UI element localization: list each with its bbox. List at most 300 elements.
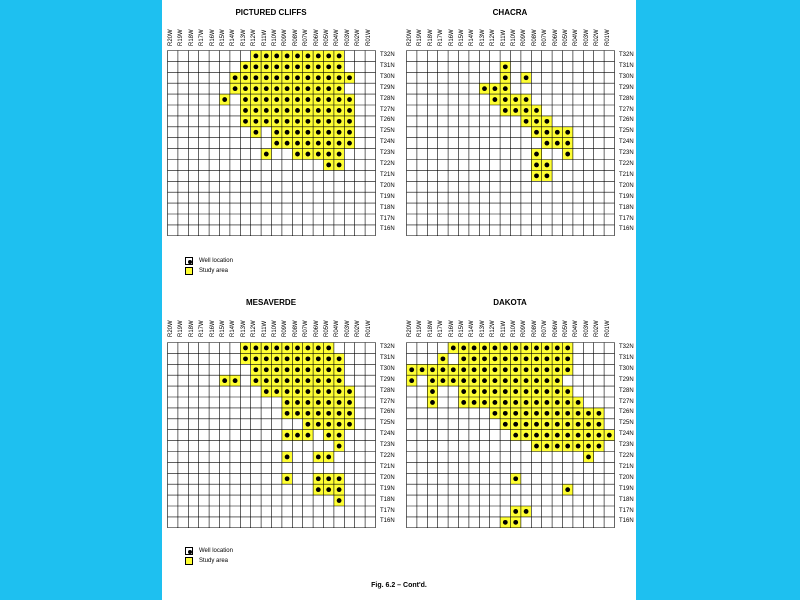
well-location-dot bbox=[545, 119, 550, 124]
well-location-dot bbox=[233, 378, 238, 383]
range-label: R08W bbox=[292, 29, 299, 46]
well-location-dot bbox=[337, 422, 342, 427]
well-location-dot bbox=[534, 163, 539, 168]
well-location-dot bbox=[576, 422, 581, 427]
well-location-dot bbox=[545, 400, 550, 405]
well-location-dot bbox=[222, 378, 227, 383]
well-location-dot bbox=[264, 86, 269, 91]
well-location-dot bbox=[295, 346, 300, 351]
well-location-dot bbox=[524, 356, 529, 361]
well-location-dot bbox=[337, 54, 342, 59]
range-label: R09W bbox=[282, 320, 289, 337]
well-location-dot bbox=[295, 433, 300, 438]
well-location-dot bbox=[337, 476, 342, 481]
township-label: T21N bbox=[619, 171, 634, 178]
well-location-dot bbox=[295, 389, 300, 394]
well-location-dot bbox=[337, 108, 342, 113]
well-location-dot bbox=[524, 411, 529, 416]
well-location-dot bbox=[597, 444, 602, 449]
range-label: R16W bbox=[209, 29, 216, 46]
well-location-dot bbox=[306, 400, 311, 405]
range-label: R11W bbox=[261, 320, 268, 337]
well-location-dot bbox=[482, 86, 487, 91]
range-label: R12W bbox=[490, 320, 497, 337]
well-location-dot bbox=[306, 75, 311, 80]
township-label: T19N bbox=[380, 193, 395, 200]
well-location-dot bbox=[524, 509, 529, 514]
range-label: R09W bbox=[521, 320, 528, 337]
well-location-dot bbox=[503, 400, 508, 405]
well-location-dot bbox=[285, 141, 290, 146]
township-label: T17N bbox=[380, 215, 395, 222]
well-location-dot bbox=[316, 378, 321, 383]
range-label: R03W bbox=[344, 320, 351, 337]
well-location-dot bbox=[461, 367, 466, 372]
well-location-dot bbox=[347, 119, 352, 124]
township-label: T21N bbox=[619, 463, 634, 470]
well-location-dot bbox=[264, 367, 269, 372]
well-location-dot bbox=[482, 378, 487, 383]
range-label: R04W bbox=[573, 320, 580, 337]
well-grid bbox=[167, 50, 376, 236]
well-location-dot bbox=[534, 346, 539, 351]
township-label: T20N bbox=[619, 182, 634, 189]
well-location-dot bbox=[555, 400, 560, 405]
township-label: T30N bbox=[380, 365, 395, 372]
well-location-dot bbox=[285, 476, 290, 481]
well-location-dot bbox=[347, 422, 352, 427]
well-location-dot bbox=[337, 152, 342, 157]
well-location-dot bbox=[534, 389, 539, 394]
well-location-dot bbox=[233, 86, 238, 91]
well-location-dot bbox=[326, 141, 331, 146]
well-location-dot bbox=[337, 389, 342, 394]
well-location-dot bbox=[326, 378, 331, 383]
well-location-dot bbox=[503, 378, 508, 383]
township-label: T19N bbox=[380, 485, 395, 492]
township-label: T25N bbox=[380, 420, 395, 427]
township-label: T18N bbox=[380, 204, 395, 211]
range-label: R02W bbox=[594, 29, 601, 46]
township-label: T32N bbox=[380, 344, 395, 350]
township-label: T29N bbox=[619, 376, 634, 383]
well-location-dot bbox=[607, 433, 612, 438]
well-location-dot bbox=[316, 346, 321, 351]
well-location-dot bbox=[586, 433, 591, 438]
township-label: T26N bbox=[380, 117, 395, 124]
range-label: R10W bbox=[272, 320, 278, 337]
well-location-dot bbox=[316, 411, 321, 416]
well-location-dot bbox=[243, 64, 248, 69]
well-location-dot bbox=[285, 433, 290, 438]
well-location-dot bbox=[586, 444, 591, 449]
well-location-dot bbox=[316, 422, 321, 427]
township-label: T16N bbox=[619, 226, 634, 233]
well-location-dot bbox=[555, 346, 560, 351]
township-label: T16N bbox=[619, 518, 634, 525]
well-location-dot bbox=[243, 119, 248, 124]
township-label: T19N bbox=[619, 193, 634, 200]
well-location-dot bbox=[295, 64, 300, 69]
well-location-dot bbox=[316, 476, 321, 481]
well-location-dot bbox=[264, 346, 269, 351]
well-location-dot bbox=[545, 173, 550, 178]
township-label: T28N bbox=[380, 95, 395, 102]
range-label: R17W bbox=[438, 320, 445, 337]
well-location-dot bbox=[576, 400, 581, 405]
range-label: R20W bbox=[168, 320, 174, 337]
range-label: R13W bbox=[479, 320, 486, 337]
range-label: R14W bbox=[469, 29, 476, 46]
well-location-dot bbox=[430, 389, 435, 394]
well-location-dot bbox=[316, 141, 321, 146]
well-location-dot bbox=[555, 141, 560, 146]
well-location-dot bbox=[534, 422, 539, 427]
township-label: T30N bbox=[619, 73, 634, 80]
well-location-dot bbox=[503, 520, 508, 525]
well-location-dot bbox=[285, 367, 290, 372]
well-location-dot bbox=[430, 378, 435, 383]
well-location-dot bbox=[316, 487, 321, 492]
well-location-dot bbox=[451, 367, 456, 372]
well-grid bbox=[167, 342, 376, 528]
township-label: T31N bbox=[619, 354, 634, 361]
well-location-dot bbox=[524, 75, 529, 80]
panel-title: CHACRA bbox=[492, 8, 528, 17]
well-location-dot bbox=[295, 411, 300, 416]
township-label: T26N bbox=[619, 117, 634, 124]
figure-caption: Fig. 6.2 – Cont'd. bbox=[371, 582, 427, 589]
well-location-dot bbox=[472, 400, 477, 405]
well-location-dot bbox=[316, 356, 321, 361]
range-label: R18W bbox=[427, 320, 434, 337]
range-label: R17W bbox=[438, 29, 445, 46]
well-location-dot bbox=[493, 378, 498, 383]
township-label: T25N bbox=[380, 128, 395, 135]
well-location-dot bbox=[555, 444, 560, 449]
township-label: T28N bbox=[619, 387, 634, 394]
well-location-dot bbox=[264, 119, 269, 124]
well-location-dot bbox=[264, 75, 269, 80]
well-location-dot bbox=[565, 433, 570, 438]
well-location-dot bbox=[316, 54, 321, 59]
well-location-dot bbox=[565, 444, 570, 449]
well-location-dot bbox=[306, 367, 311, 372]
township-label: T23N bbox=[619, 150, 634, 157]
well-location-dot bbox=[503, 367, 508, 372]
well-location-dot bbox=[441, 378, 446, 383]
range-label: R05W bbox=[563, 29, 569, 46]
well-location-dot bbox=[597, 422, 602, 427]
well-location-dot bbox=[285, 75, 290, 80]
well-location-dot bbox=[482, 389, 487, 394]
well-location-dot bbox=[306, 346, 311, 351]
well-location-dot bbox=[316, 75, 321, 80]
well-location-dot bbox=[503, 64, 508, 69]
well-location-dot bbox=[555, 389, 560, 394]
range-label: R17W bbox=[199, 29, 206, 46]
township-label: T18N bbox=[619, 496, 634, 503]
well-location-dot bbox=[254, 356, 259, 361]
well-location-dot bbox=[461, 389, 466, 394]
well-location-dot bbox=[326, 108, 331, 113]
well-location-dot bbox=[222, 97, 227, 102]
well-location-dot bbox=[326, 346, 331, 351]
well-location-dot bbox=[555, 130, 560, 135]
well-location-dot bbox=[513, 97, 518, 102]
well-location-dot bbox=[306, 108, 311, 113]
well-location-dot bbox=[306, 86, 311, 91]
panel-title: MESAVERDE bbox=[245, 298, 297, 307]
well-location-dot bbox=[493, 346, 498, 351]
well-location-dot bbox=[555, 433, 560, 438]
range-label: R06W bbox=[552, 29, 559, 46]
well-location-dot bbox=[524, 389, 529, 394]
well-location-dot bbox=[524, 119, 529, 124]
well-location-dot bbox=[493, 86, 498, 91]
well-location-dot bbox=[461, 346, 466, 351]
well-location-dot bbox=[524, 378, 529, 383]
well-location-dot bbox=[285, 389, 290, 394]
well-location-dot bbox=[306, 64, 311, 69]
range-label: R12W bbox=[251, 320, 258, 337]
well-location-dot bbox=[524, 433, 529, 438]
range-label: R18W bbox=[427, 29, 434, 46]
well-location-dot bbox=[337, 75, 342, 80]
study-area-swatch bbox=[185, 557, 193, 565]
well-location-dot bbox=[326, 152, 331, 157]
well-location-dot bbox=[337, 130, 342, 135]
township-label: T25N bbox=[619, 128, 634, 135]
well-location-dot bbox=[337, 97, 342, 102]
well-location-dot bbox=[545, 378, 550, 383]
well-location-dot bbox=[316, 119, 321, 124]
well-location-dot bbox=[264, 356, 269, 361]
well-location-dot bbox=[576, 444, 581, 449]
well-location-dot bbox=[513, 346, 518, 351]
township-label: T25N bbox=[619, 420, 634, 427]
well-location-dot bbox=[513, 509, 518, 514]
township-label: T17N bbox=[619, 507, 634, 514]
well-location-dot bbox=[264, 97, 269, 102]
figure-sheet bbox=[162, 0, 636, 600]
study-area-swatch bbox=[185, 267, 193, 275]
range-label: R01W bbox=[604, 29, 611, 46]
well-location-dot bbox=[493, 356, 498, 361]
well-location-dot bbox=[326, 64, 331, 69]
range-label: R15W bbox=[220, 29, 226, 46]
well-location-dot bbox=[534, 433, 539, 438]
township-label: T29N bbox=[380, 84, 395, 91]
legend-study-area bbox=[185, 267, 228, 275]
well-location-dot bbox=[337, 411, 342, 416]
well-location-dot bbox=[274, 346, 279, 351]
legend-label: Study area bbox=[199, 558, 229, 564]
range-label: R03W bbox=[583, 320, 590, 337]
well-location-dot bbox=[545, 346, 550, 351]
well-location-dot bbox=[306, 378, 311, 383]
township-label: T30N bbox=[619, 365, 634, 372]
range-label: R16W bbox=[448, 29, 455, 46]
well-location-dot bbox=[254, 378, 259, 383]
well-location-dot bbox=[295, 86, 300, 91]
well-location-dot bbox=[503, 356, 508, 361]
well-location-dot bbox=[347, 97, 352, 102]
well-location-dot bbox=[472, 367, 477, 372]
legend-label: Well location bbox=[199, 548, 233, 554]
well-location-dot bbox=[472, 356, 477, 361]
well-location-dot bbox=[347, 141, 352, 146]
range-label: R15W bbox=[459, 320, 465, 337]
well-location-dot bbox=[264, 54, 269, 59]
range-label: R09W bbox=[282, 29, 289, 46]
township-label: T22N bbox=[380, 453, 395, 459]
well-location-dot bbox=[493, 389, 498, 394]
well-location-dot bbox=[513, 411, 518, 416]
township-label: T23N bbox=[619, 442, 634, 449]
well-location-dot bbox=[316, 400, 321, 405]
well-location-dot bbox=[306, 389, 311, 394]
well-location-dot bbox=[534, 367, 539, 372]
well-location-dot bbox=[306, 54, 311, 59]
well-location-dot bbox=[482, 346, 487, 351]
well-location-dot bbox=[306, 97, 311, 102]
well-location-dot bbox=[513, 422, 518, 427]
well-location-dot bbox=[576, 411, 581, 416]
well-location-dot bbox=[586, 422, 591, 427]
well-location-dot bbox=[482, 400, 487, 405]
well-location-dot bbox=[326, 487, 331, 492]
well-location-dot bbox=[274, 108, 279, 113]
well-location-dot bbox=[347, 400, 352, 405]
well-location-dot bbox=[586, 455, 591, 460]
well-location-dot bbox=[337, 367, 342, 372]
well-location-dot bbox=[472, 378, 477, 383]
township-label: T16N bbox=[380, 518, 395, 525]
range-label: R20W bbox=[168, 29, 174, 46]
township-label: T21N bbox=[380, 171, 395, 178]
township-label: T26N bbox=[380, 409, 395, 416]
well-location-dot bbox=[337, 119, 342, 124]
well-location-dot bbox=[285, 378, 290, 383]
well-location-dot bbox=[513, 108, 518, 113]
well-location-dot bbox=[337, 400, 342, 405]
well-location-dot bbox=[295, 108, 300, 113]
range-label: R08W bbox=[292, 320, 299, 337]
well-location-dot bbox=[524, 367, 529, 372]
range-label: R02W bbox=[594, 320, 601, 337]
well-location-dot bbox=[493, 411, 498, 416]
township-label: T20N bbox=[380, 474, 395, 481]
range-label: R04W bbox=[334, 320, 341, 337]
range-label: R10W bbox=[511, 29, 517, 46]
range-label: R08W bbox=[531, 29, 538, 46]
well-location-dot bbox=[254, 119, 259, 124]
well-location-dot bbox=[326, 400, 331, 405]
well-location-dot bbox=[545, 356, 550, 361]
well-grid bbox=[406, 342, 615, 528]
well-location-dot bbox=[337, 64, 342, 69]
well-location-dot bbox=[513, 378, 518, 383]
township-label: T22N bbox=[380, 161, 395, 167]
well-location-dot bbox=[316, 130, 321, 135]
well-location-dot bbox=[555, 422, 560, 427]
well-location-dot bbox=[285, 455, 290, 460]
township-label: T31N bbox=[619, 62, 634, 69]
well-location-dot bbox=[545, 163, 550, 168]
well-location-dot bbox=[565, 141, 570, 146]
well-location-dot bbox=[337, 356, 342, 361]
range-label: R05W bbox=[563, 320, 569, 337]
well-location-dot bbox=[285, 86, 290, 91]
well-location-dot bbox=[503, 97, 508, 102]
township-label: T28N bbox=[380, 387, 395, 394]
range-label: R04W bbox=[573, 29, 580, 46]
well-location-dot bbox=[295, 400, 300, 405]
well-location-dot bbox=[285, 356, 290, 361]
township-label: T27N bbox=[380, 398, 395, 405]
range-label: R19W bbox=[417, 29, 424, 46]
well-location-dot bbox=[243, 108, 248, 113]
well-location-dot bbox=[274, 356, 279, 361]
well-location-dot bbox=[513, 520, 518, 525]
well-location-dot bbox=[565, 346, 570, 351]
well-location-dot bbox=[555, 411, 560, 416]
range-label: R13W bbox=[479, 29, 486, 46]
well-location-dot bbox=[295, 54, 300, 59]
well-location-dot bbox=[461, 356, 466, 361]
well-location-dot bbox=[430, 367, 435, 372]
well-location-dot bbox=[254, 86, 259, 91]
township-label: T17N bbox=[619, 215, 634, 222]
township-label: T31N bbox=[380, 354, 395, 361]
well-location-dot bbox=[295, 130, 300, 135]
well-location-dot bbox=[243, 86, 248, 91]
well-location-dot bbox=[534, 173, 539, 178]
well-location-dot bbox=[316, 97, 321, 102]
well-location-dot bbox=[264, 108, 269, 113]
well-location-dot bbox=[316, 367, 321, 372]
range-label: R01W bbox=[365, 320, 372, 337]
well-location-dot bbox=[326, 163, 331, 168]
range-label: R02W bbox=[355, 29, 362, 46]
well-location-dot bbox=[337, 444, 342, 449]
well-location-dot bbox=[451, 346, 456, 351]
well-location-dot bbox=[326, 422, 331, 427]
well-location-dot bbox=[513, 356, 518, 361]
range-label: R11W bbox=[261, 29, 268, 46]
well-location-dot bbox=[565, 400, 570, 405]
township-label: T29N bbox=[619, 84, 634, 91]
well-location-dot bbox=[503, 422, 508, 427]
well-location-dot bbox=[316, 152, 321, 157]
township-label: T30N bbox=[380, 73, 395, 80]
township-label: T24N bbox=[380, 139, 395, 146]
township-label: T32N bbox=[619, 344, 634, 350]
well-location-dot bbox=[420, 367, 425, 372]
range-label: R18W bbox=[188, 29, 195, 46]
well-location-dot bbox=[545, 141, 550, 146]
well-location-dot bbox=[254, 54, 259, 59]
well-location-dot bbox=[337, 163, 342, 168]
well-location-dot bbox=[326, 97, 331, 102]
well-location-dot bbox=[326, 86, 331, 91]
township-label: T32N bbox=[619, 52, 634, 58]
well-location-dot bbox=[306, 356, 311, 361]
well-location-dot bbox=[565, 367, 570, 372]
well-location-dot bbox=[503, 75, 508, 80]
well-location-dot bbox=[274, 97, 279, 102]
